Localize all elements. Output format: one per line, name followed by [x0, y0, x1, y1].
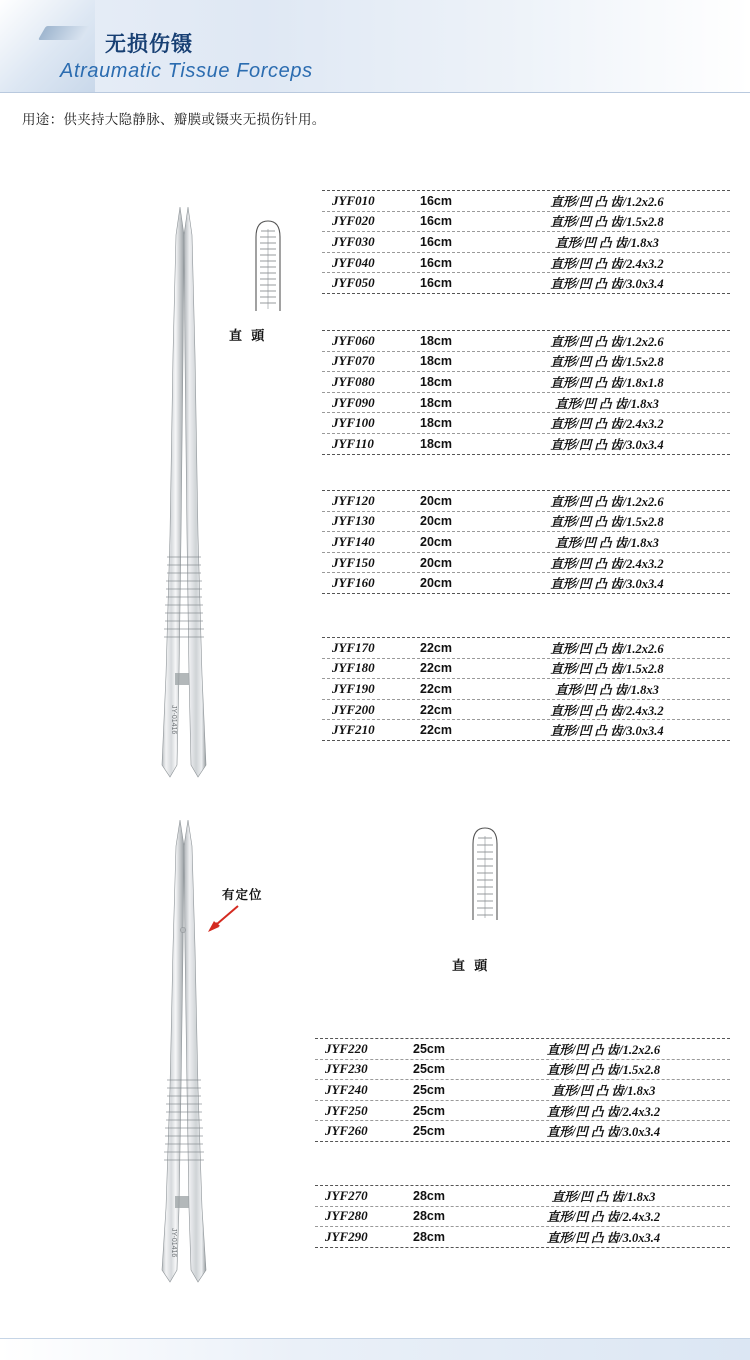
product-size: 22cm [420, 702, 452, 717]
product-size: 18cm [420, 416, 452, 431]
table-row [322, 573, 730, 593]
product-code: JYF080 [332, 373, 375, 389]
product-desc: 直形/凹 凸 齿/1.5x2.8 [546, 1063, 661, 1078]
product-size: 16cm [420, 193, 452, 208]
product-desc: 直形/凹 凸 齿/1.8x3 [555, 235, 659, 250]
product-code: JYF270 [325, 1187, 368, 1203]
product-code: JYF140 [332, 533, 375, 549]
product-desc: 直形/凹 凸 齿/1.8x3 [555, 682, 659, 697]
table-row [315, 1186, 730, 1207]
product-code: JYF130 [332, 513, 375, 529]
table-row [315, 1101, 730, 1122]
product-size: 16cm [420, 276, 452, 291]
spec-table-25cm [315, 1038, 730, 1142]
product-desc: 直形/凹 凸 齿/3.0x3.4 [546, 1125, 661, 1140]
product-code: JYF030 [332, 233, 375, 249]
product-desc: 直形/凹 凸 齿/1.2x2.6 [550, 334, 664, 349]
product-desc: 直形/凹 凸 齿/1.5x2.8 [550, 355, 664, 370]
table-row [315, 1121, 730, 1141]
table-row [322, 191, 730, 212]
product-code: JYF170 [332, 639, 375, 655]
spec-table-16cm [322, 190, 730, 294]
product-desc: 直形/凹 凸 齿/1.5x2.8 [550, 515, 664, 530]
product-desc: 直形/凹 凸 齿/2.4x3.2 [546, 1104, 661, 1119]
product-desc: 直形/凹 凸 齿/3.0x3.4 [550, 437, 664, 452]
table-row [315, 1227, 730, 1247]
svg-text:JY-01416: JY-01416 [170, 1228, 177, 1258]
product-size: 22cm [420, 723, 452, 738]
product-desc: 直形/凹 凸 齿/1.8x3 [551, 1189, 656, 1204]
table-row [315, 1039, 730, 1060]
table-row [322, 352, 730, 373]
table-row [322, 212, 730, 233]
product-size: 22cm [420, 640, 452, 655]
table-row [322, 553, 730, 574]
svg-text:JY-01416: JY-01416 [170, 705, 177, 735]
table-row [322, 372, 730, 393]
product-size: 25cm [413, 1062, 445, 1077]
product-desc: 直形/凹 凸 齿/1.2x2.6 [550, 194, 664, 209]
page-footer-band [0, 1338, 750, 1360]
product-size: 20cm [420, 534, 452, 549]
product-size: 22cm [420, 681, 452, 696]
product-code: JYF180 [332, 660, 375, 676]
product-code: JYF090 [332, 394, 375, 410]
product-code: JYF230 [325, 1061, 368, 1077]
table-row [315, 1207, 730, 1228]
product-size: 16cm [420, 255, 452, 270]
product-code: JYF210 [332, 722, 375, 738]
product-code: JYF110 [332, 435, 374, 451]
product-size: 28cm [413, 1229, 445, 1244]
product-code: JYF220 [325, 1040, 368, 1056]
product-desc: 直形/凹 凸 齿/1.2x2.6 [546, 1042, 661, 1057]
table-row [322, 512, 730, 533]
table-row [322, 659, 730, 680]
table-row [322, 434, 730, 454]
product-size: 18cm [420, 333, 452, 348]
product-desc: 直形/凹 凸 齿/1.5x2.8 [550, 662, 664, 677]
product-code: JYF020 [332, 213, 375, 229]
table-row [322, 491, 730, 512]
table-row [322, 679, 730, 700]
product-size: 20cm [420, 493, 452, 508]
product-size: 18cm [420, 374, 452, 389]
table-row [322, 720, 730, 740]
table-row [315, 1080, 730, 1101]
table-row [322, 232, 730, 253]
table-row [322, 700, 730, 721]
product-size: 18cm [420, 395, 452, 410]
product-size: 25cm [413, 1103, 445, 1118]
tip-caption-top: 直 頭 [229, 328, 268, 343]
locator-annotation-label: 有定位 [222, 888, 263, 902]
product-size: 20cm [420, 514, 452, 529]
product-size: 16cm [420, 234, 452, 249]
table-row [322, 532, 730, 553]
table-row [322, 393, 730, 414]
product-desc: 直形/凹 凸 齿/3.0x3.4 [550, 724, 664, 739]
product-desc: 直形/凹 凸 齿/2.4x3.2 [550, 417, 664, 432]
table-row [322, 253, 730, 274]
product-desc: 直形/凹 凸 齿/1.8x3 [555, 535, 659, 550]
product-size: 25cm [413, 1041, 445, 1056]
product-size: 28cm [413, 1188, 445, 1203]
table-row [322, 413, 730, 434]
product-desc: 直形/凹 凸 齿/1.8x3 [555, 396, 659, 411]
product-code: JYF190 [332, 680, 375, 696]
forceps-illustration-with-locator [150, 818, 230, 1288]
product-code: JYF200 [332, 701, 375, 717]
product-code: JYF160 [332, 575, 375, 591]
product-desc: 直形/凹 凸 齿/3.0x3.4 [546, 1230, 661, 1245]
forceps-illustration-straight [150, 205, 230, 785]
product-desc: 直形/凹 凸 齿/2.4x3.2 [550, 556, 664, 571]
table-row [315, 1060, 730, 1081]
product-code: JYF250 [325, 1102, 368, 1118]
product-desc: 直形/凹 凸 齿/1.2x2.6 [550, 641, 664, 656]
tip-detail-straight-bottom [455, 820, 515, 925]
product-code: JYF060 [332, 332, 375, 348]
product-desc: 直形/凹 凸 齿/1.5x2.8 [550, 215, 664, 230]
product-code: JYF100 [332, 415, 375, 431]
product-desc: 直形/凹 凸 齿/2.4x3.2 [550, 703, 664, 718]
product-code: JYF040 [332, 254, 375, 270]
product-desc: 直形/凹 凸 齿/1.2x2.6 [550, 494, 664, 509]
table-row [322, 273, 730, 293]
spec-table-28cm [315, 1185, 730, 1248]
product-desc: 直形/凹 凸 齿/2.4x3.2 [550, 256, 664, 271]
locator-arrow-icon [196, 900, 244, 940]
spec-table-22cm [322, 637, 730, 741]
product-code: JYF260 [325, 1123, 368, 1139]
product-desc: 直形/凹 凸 齿/3.0x3.4 [550, 577, 664, 592]
product-code: JYF050 [332, 275, 375, 291]
page-header [0, 0, 750, 93]
product-desc: 直形/凹 凸 齿/3.0x3.4 [550, 277, 664, 292]
product-code: JYF120 [332, 492, 375, 508]
product-desc: 直形/凹 凸 齿/1.8x3 [551, 1083, 656, 1098]
product-code: JYF290 [325, 1228, 368, 1244]
product-size: 22cm [420, 661, 452, 676]
usage-description: 用途：供夹持大隐静脉、瓣膜或镊夹无损伤针用。 [22, 112, 326, 127]
product-code: JYF010 [332, 192, 375, 208]
product-code: JYF150 [332, 554, 375, 570]
product-size: 20cm [420, 555, 452, 570]
product-size: 16cm [420, 214, 452, 229]
product-desc: 直形/凹 凸 齿/2.4x3.2 [546, 1210, 661, 1225]
spec-table-18cm [322, 330, 730, 455]
product-desc: 直形/凹 凸 齿/1.8x1.8 [550, 375, 664, 390]
product-size: 18cm [420, 354, 452, 369]
table-row [322, 331, 730, 352]
product-size: 18cm [420, 436, 452, 451]
page-title-chinese: 无损伤镊 [105, 33, 193, 56]
tip-detail-straight-top [238, 215, 298, 315]
product-size: 25cm [413, 1124, 445, 1139]
product-code: JYF070 [332, 353, 375, 369]
product-code: JYF240 [325, 1081, 368, 1097]
spec-table-20cm [322, 490, 730, 594]
product-size: 25cm [413, 1082, 445, 1097]
product-size: 28cm [413, 1209, 445, 1224]
tip-caption-bottom: 直 頭 [452, 958, 491, 973]
product-size: 20cm [420, 576, 452, 591]
product-code: JYF280 [325, 1208, 368, 1224]
page-title-english: Atraumatic Tissue Forceps [60, 60, 313, 82]
table-row [322, 638, 730, 659]
